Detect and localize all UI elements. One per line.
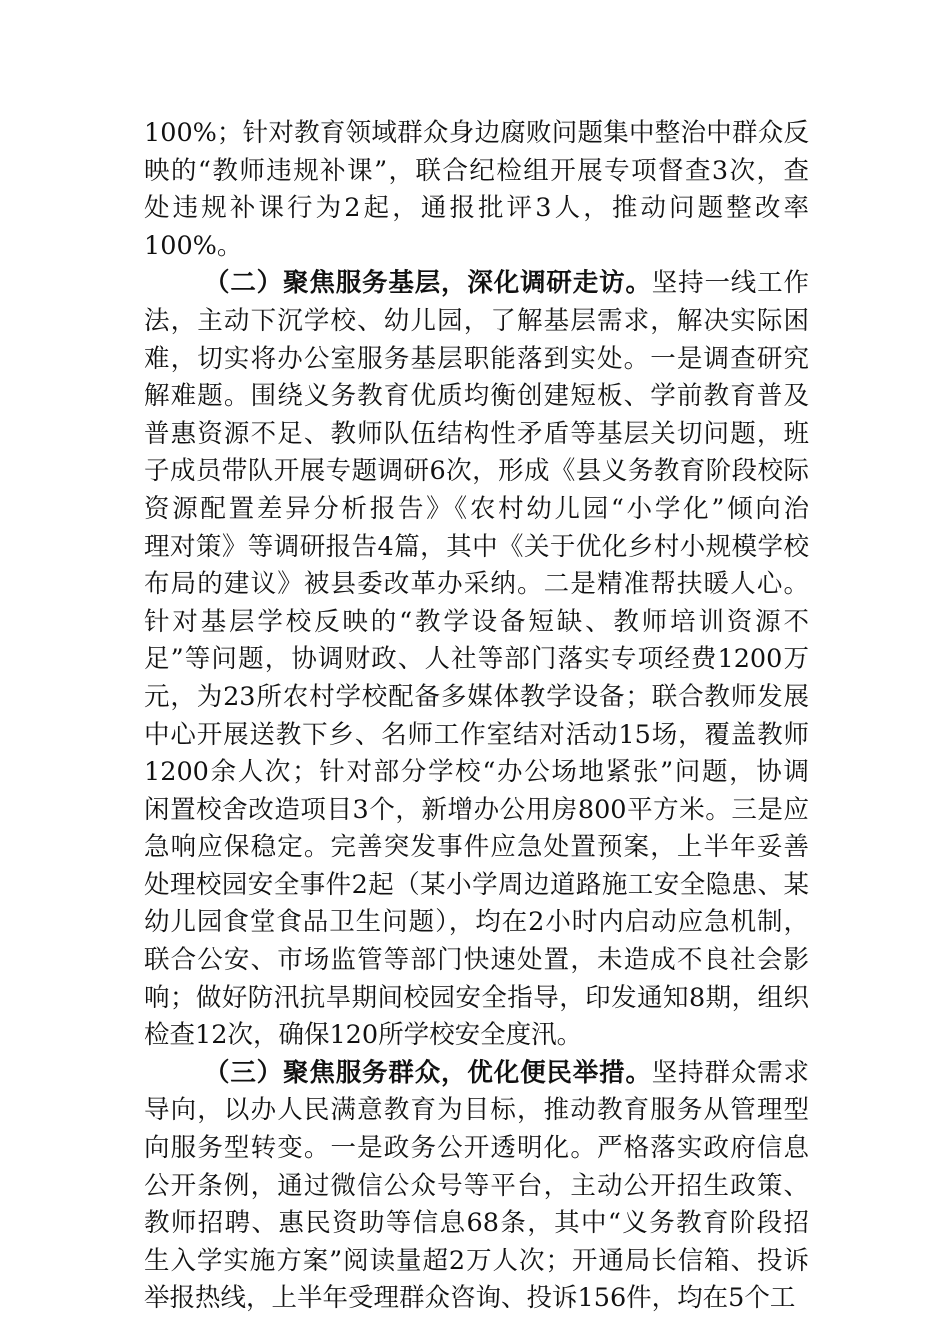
text-line xyxy=(144,792,809,830)
text-line xyxy=(144,190,809,228)
text-line xyxy=(144,829,809,867)
text-run: 难，切实将办公室服务基层职能落到实处。一是调查研究 xyxy=(144,343,809,374)
text-line xyxy=(144,378,809,416)
text-line xyxy=(144,867,809,905)
text-run: 足”等问题，协调财政、人社等部门落实专项经费1200万 xyxy=(144,644,809,675)
text-run: 幼儿园食堂食品卫生问题），均在2小时内启动应急机制， xyxy=(144,907,809,938)
text-run: 处违规补课行为2起，通报批评3人，推动问题整改率 xyxy=(144,193,809,224)
paragraph xyxy=(144,1055,809,1318)
text-run: 法，主动下沉学校、幼儿园，了解基层需求，解决实际困 xyxy=(144,305,809,336)
text-run: 响；做好防汛抗旱期间校园安全指导，印发通知8期，组织 xyxy=(144,982,809,1013)
text-line xyxy=(144,529,809,567)
text-run: 元，为23所农村学校配备多媒体教学设备；联合教师发展 xyxy=(144,681,809,712)
section-heading: （二）聚焦服务基层，深化调研走访。 xyxy=(204,268,652,299)
text-line xyxy=(144,980,809,1018)
text-run: 向服务型转变。一是政务公开透明化。严格落实政府信息 xyxy=(144,1133,809,1164)
text-run: 检查12次，确保120所学校安全度汛。 xyxy=(144,1020,583,1051)
text-run: 坚持一线工作 xyxy=(651,268,809,299)
text-line xyxy=(144,942,809,980)
paragraph xyxy=(144,265,809,1054)
text-line xyxy=(144,1280,809,1318)
section-heading: （三）聚焦服务群众，优化便民举措。 xyxy=(204,1057,652,1088)
text-run: 解难题。围绕义务教育优质均衡创建短板、学前教育普及 xyxy=(144,381,809,412)
text-run: 联合公安、市场监管等部门快速处置，未造成不良社会影 xyxy=(144,945,809,976)
text-line xyxy=(144,679,809,717)
text-run: 公开条例，通过微信公众号等平台，主动公开招生政策、 xyxy=(144,1170,809,1201)
text-line xyxy=(144,717,809,755)
text-run: 100%；针对教育领域群众身边腐败问题集中整治中群众反 xyxy=(144,118,809,148)
text-line xyxy=(144,1130,809,1168)
text-run: 闲置校舍改造项目3个，新增办公用房800平方米。三是应 xyxy=(144,794,809,825)
paragraph xyxy=(144,115,809,265)
text-line xyxy=(144,604,809,642)
text-line xyxy=(144,153,809,191)
text-line xyxy=(144,904,809,942)
text-line xyxy=(144,453,809,491)
text-line xyxy=(144,115,809,153)
text-run: 中心开展送教下乡、名师工作室结对活动15场，覆盖教师 xyxy=(144,719,809,750)
text-run: 处理校园安全事件2起（某小学周边道路施工安全隐患、某 xyxy=(144,869,809,900)
text-line xyxy=(144,1168,809,1206)
text-run: 坚持群众需求 xyxy=(651,1057,809,1088)
text-run: 1200余人次；针对部分学校“办公场地紧张”问题，协调 xyxy=(144,757,809,788)
text-run: 布局的建议》被县委改革办采纳。二是精准帮扶暖人心。 xyxy=(144,569,809,600)
text-line xyxy=(144,1092,809,1130)
text-run: 针对基层学校反映的“教学设备短缺、教师培训资源不 xyxy=(144,606,809,637)
text-run: 子成员带队开展专题调研6次，形成《县义务教育阶段校际 xyxy=(144,456,809,487)
text-run: 教师招聘、惠民资助等信息68条，其中“义务教育阶段招 xyxy=(144,1208,809,1239)
text-line xyxy=(144,1243,809,1281)
text-run: 资源配置差异分析报告》《农村幼儿园“小学化”倾向治 xyxy=(144,493,809,524)
text-run: 映的“教师违规补课”，联合纪检组开展专项督查3次，查 xyxy=(144,155,809,186)
document-body xyxy=(144,115,809,1318)
text-line xyxy=(144,1055,809,1093)
text-line xyxy=(144,1205,809,1243)
text-line xyxy=(144,754,809,792)
text-line xyxy=(144,1017,809,1055)
text-run: 导向，以办人民满意教育为目标，推动教育服务从管理型 xyxy=(144,1095,809,1126)
text-run: 举报热线，上半年受理群众咨询、投诉156件，均在5个工 xyxy=(144,1283,796,1314)
text-line xyxy=(144,566,809,604)
text-line xyxy=(144,416,809,454)
text-run: 理对策》等调研报告4篇，其中《关于优化乡村小规模学校 xyxy=(144,531,809,562)
text-line xyxy=(144,491,809,529)
text-run: 生入学实施方案”阅读量超2万人次；开通局长信箱、投诉 xyxy=(144,1245,809,1276)
text-line xyxy=(144,641,809,679)
text-line xyxy=(144,303,809,341)
text-line xyxy=(144,341,809,379)
text-line xyxy=(144,228,809,266)
text-run: 急响应保稳定。完善突发事件应急处置预案，上半年妥善 xyxy=(144,832,809,863)
text-line xyxy=(144,265,809,303)
text-run: 普惠资源不足、教师队伍结构性矛盾等基层关切问题，班 xyxy=(144,418,809,449)
text-run: 100%。 xyxy=(144,230,243,261)
